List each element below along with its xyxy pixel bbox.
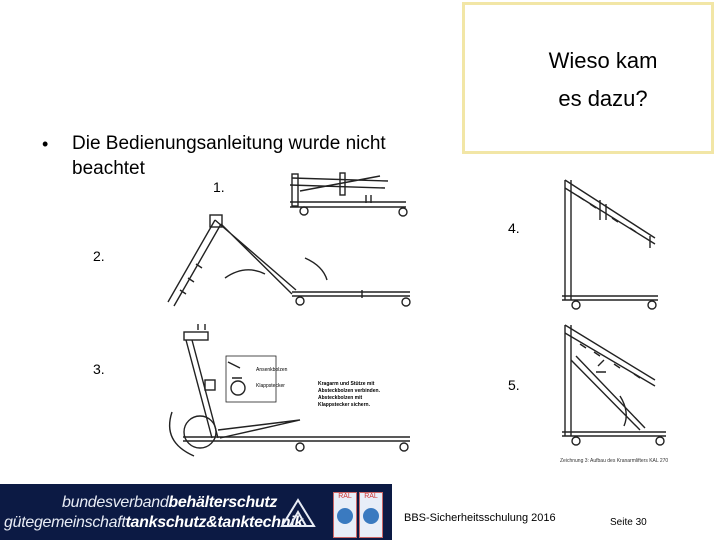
drawing-note-4: Klappstecker sichern. <box>318 402 370 408</box>
callout-line-1: Wieso kam <box>548 48 658 73</box>
ral-seal-right-label: RAL <box>364 493 378 500</box>
bullet-marker: • <box>42 134 49 154</box>
footer-event-title: BBS-Sicherheitsschulung 2016 <box>404 512 556 524</box>
drawing-note-2: Absteckbolzen verbinden. <box>318 388 380 394</box>
ral-seal-right-icon <box>363 508 379 524</box>
drawing-note-3: Absteckbolzen mit <box>318 395 363 401</box>
callout-line-2: es dazu? <box>558 86 648 111</box>
ral-seal-left-icon <box>337 508 353 524</box>
bullet-text-line-1: Die Bedienungsanleitung wurde nicht <box>72 133 386 154</box>
step-label-1: 1. <box>213 179 225 195</box>
step-label-2: 2. <box>93 248 105 264</box>
figure-caption: Zeichnung 3: Aufbau des Kranarmlifters KAL 270 <box>560 458 669 464</box>
bullet-text-line-2: beachtet <box>72 158 145 179</box>
drawing-label-bolt: Ansenkbolzen <box>256 367 288 373</box>
banner-org-subtitle: gütegemeinschafttankschutz&tanktechnik <box>4 514 303 531</box>
ral-seal-left-label: RAL <box>338 493 352 500</box>
ral-seal-left <box>333 492 357 538</box>
drawing-label-pin: Klappstecker <box>256 383 285 389</box>
ral-seal-right <box>359 492 383 538</box>
step-label-3: 3. <box>93 361 105 377</box>
banner-org-name: bundesverbandbehälterschutz <box>62 494 278 511</box>
step-label-4: 4. <box>508 220 520 236</box>
step-label-5: 5. <box>508 377 520 393</box>
drawing-note-1: Kragarm und Stütze mit <box>318 381 375 387</box>
page-number: Seite 30 <box>610 517 647 528</box>
